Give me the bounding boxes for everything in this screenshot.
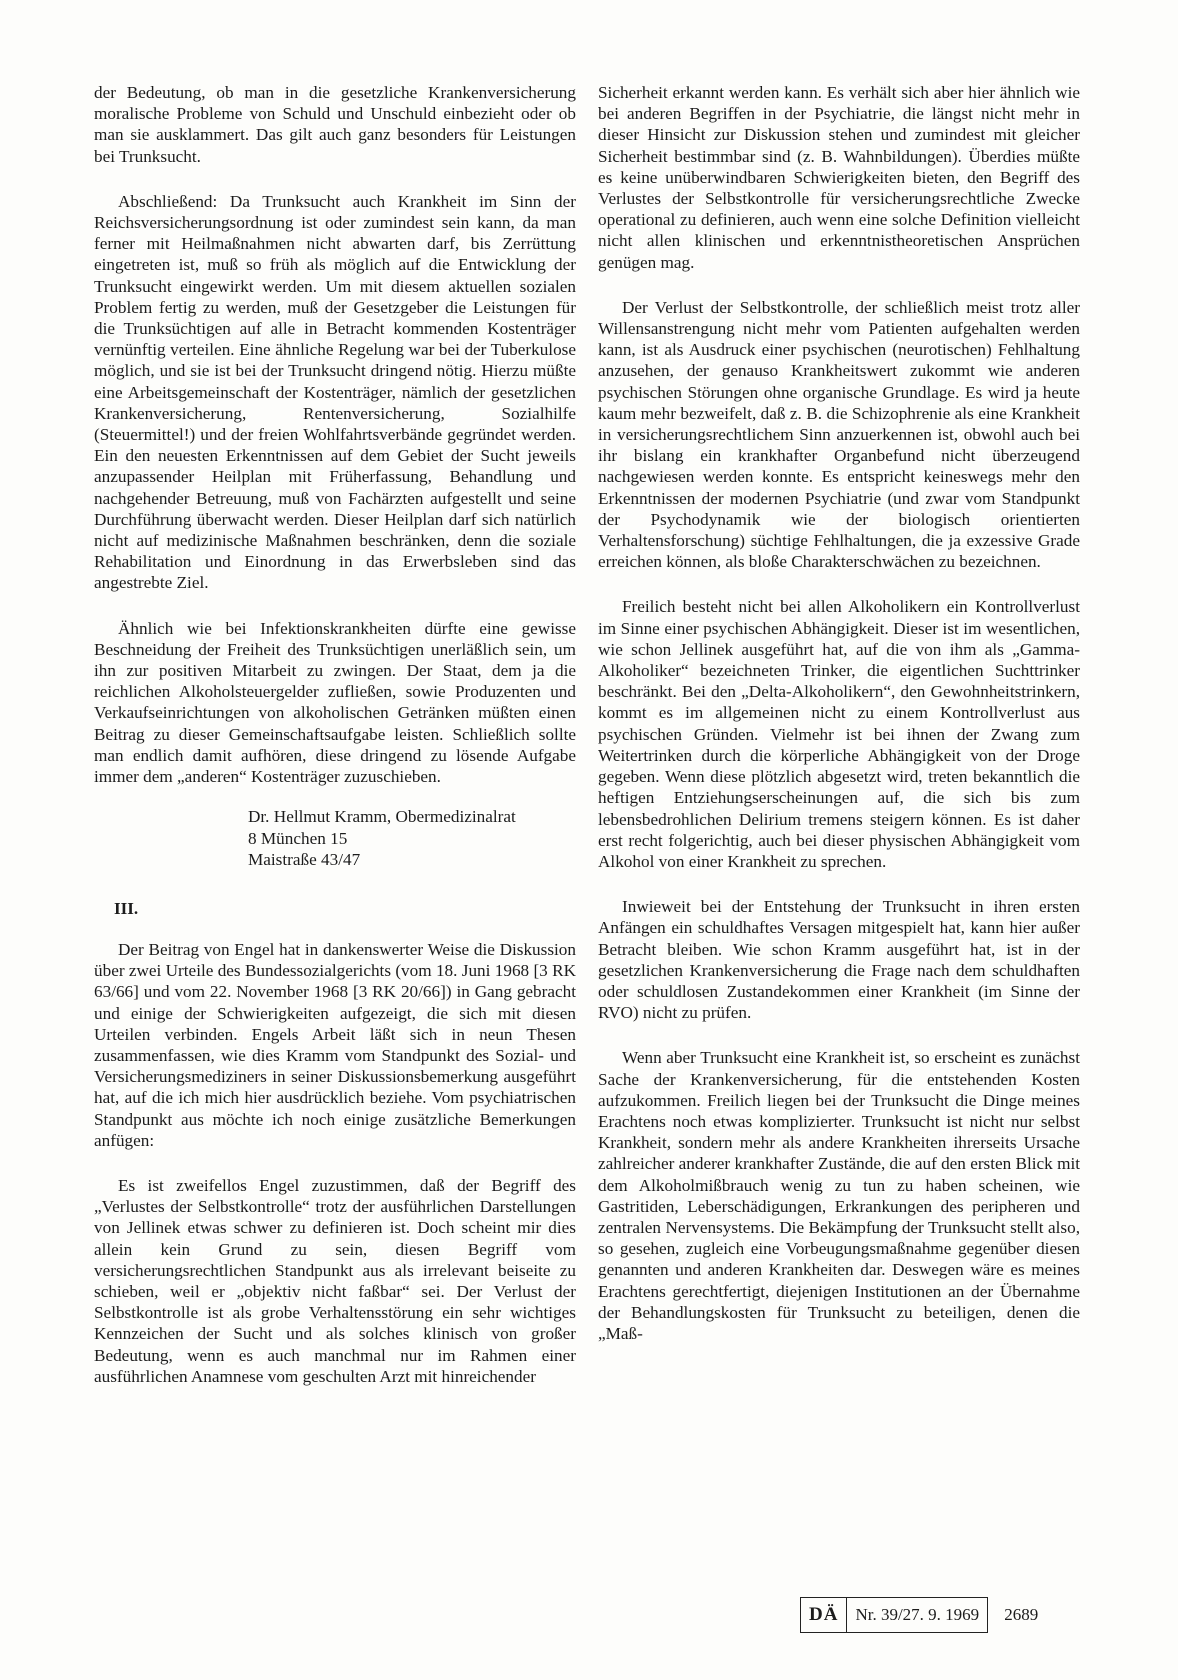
journal-issue-box [800,1597,988,1633]
section-heading: III. [114,898,139,918]
paragraph: Ähnlich wie bei Infektionskrankheiten dürfte eine gewisse Beschneidung der Freiheit des Trunksüchtigen unerläßlich sein, um ihn zur positiven Mitarbeit zu zwingen. Der Staat, dem ja die reichlichen Alkoholsteuergelder zufließen, sowie Produzenten und Verkaufseinrichtungen von alkoholischen Getränken müßten einen Beitrag zu dieser Gemeinschaftsaufgabe leisten. Schließlich sollte man endlich damit aufhören, diese dringend zu lösende Aufgabe immer dem „anderen“ Kostenträger zuzuschieben. [94,618,576,787]
page-footer [800,1597,1038,1633]
paragraph: Abschließend: Da Trunksucht auch Krankheit im Sinn der Reichsversicherungsordnung ist oder zumindest sein kann, da man ferner mit Heilmaßnahmen nicht abwarten darf, bis Zerrüttung eingetreten ist, muß so früh als möglich auf die Entwicklung der Trunksucht eingewirkt werden. Um mit diesem aktuellen sozialen Problem fertig zu werden, muß der Gesetzgeber die Leistungen für die Trunksüchtigen auf alle in Betracht kommenden Kostenträger vernünftig verteilen. Eine ähnliche Regelung war bei der Tuberkulose möglich, und sie ist bei der Trunksucht dringend nötig. Hierzu müßte eine Arbeitsgemeinschaft der Kostenträger, nämlich der gesetzlichen Krankenversicherung, Rentenversicherung, Sozialhilfe (Steuermittel!) und der freien Wohlfahrtsverbände gegründet werden. Ein den neuesten Erkenntnissen auf dem Gebiet der Sucht jeweils anzupassender Heilplan mit Früherfassung, Behandlung und nachgehender Betreuung, muß von Fachärzten aufgestellt und seine Durchführung überwacht werden. Dieser Heilplan darf sich natürlich nicht auf medizinische Maßnahmen beschränken, denn die soziale Rehabilitation und Einordnung in das Erwerbsleben sind das angestrebte Ziel. [94,191,576,593]
author-signature-block [248,806,576,870]
paragraph: Der Beitrag von Engel hat in dankenswerter Weise die Diskussion über zwei Urteile des Bundessozialgerichts (vom 18. Juni 1968 [3 RK 63/66] und vom 22. November 1968 [3 RK 20/66]) in Gang gebracht und einige der Schwierigkeiten aufgezeigt, die sich mit diesen Urteilen verbinden. Engels Arbeit läßt sich in neun Thesen zusammenfassen, wie dies Kramm vom Standpunkt des Sozial- und Versicherungsmediziners in seiner Diskussionsbemerkung ausgeführt hat, auf die ich mich hier ausdrücklich beziehe. Vom psychiatrischen Standpunkt aus möchte ich noch einige zusätzliche Bemerkungen anfügen: [94,939,576,1150]
paragraph: Der Verlust der Selbstkontrolle, der schließlich meist trotz aller Willensanstrengung nicht mehr vom Patienten aufgehalten werden kann, ist als Ausdruck einer psychischen (neurotischen) Fehlhaltung anzusehen, der genauso Krankheitswert zukommt wie anderen psychischen Störungen ohne organische Grundlage. Es wird ja heute kaum mehr bezweifelt, daß z. B. die Schizophrenie als eine Krankheit in versicherungsrechtlichem Sinn anzuerkennen ist, obwohl auch bei ihr bislang ein krankhafter Organbefund nicht überzeugend nachgewiesen werden konnte. Es entspricht keineswegs mehr den Erkenntnissen der modernen Psychiatrie (und zwar vom Standpunkt der Psychodynamik wie der biologisch orientierten Verhaltensforschung) süchtige Fehlhaltungen, die ja exzessive Grade erreichen können, als bloße Charakterschwächen zu bezeichnen. [598,297,1080,572]
right-column [598,82,1080,1344]
paragraph: der Bedeutung, ob man in die gesetzliche Krankenversicherung moralische Probleme von Schuld und Unschuld einbezieht oder ob man sie ausklammert. Das gilt auch ganz besonders für Leistungen bei Trunksucht. [94,83,576,166]
paragraph: Sicherheit erkannt werden kann. Es verhält sich aber hier ähnlich wie bei anderen Begriffen in der Psychiatrie, die längst nicht mehr in dieser Hinsicht zur Diskussion stehen und zumindest mit gleicher Sicherheit bestimmbar sind (z. B. Wahnbildungen). Überdies müßte es keine unüberwindbaren Schwierigkeiten bieten, den Begriff des Verlustes der Selbstkontrolle für versicherungsrechtliche Zwecke operational zu definieren, auch wenn eine solche Definition vielleicht nicht allen klinischen und erkenntnistheoretischen Ansprüchen genügen mag. [598,83,1080,272]
author-city: 8 München 15 [248,828,348,848]
issue-number: Nr. 39/27. 9. 1969 [855,1605,980,1624]
author-name: Dr. Hellmut Kramm, Obermedizinalrat [248,807,516,827]
paragraph: Es ist zweifellos Engel zuzustimmen, daß der Begriff des „Verlustes der Selbstkontrolle“ trotz der ausführlichen Darstellungen von Jellinek etwas schwer zu definieren ist. Doch scheint mir dies allein kein Grund zu sein, diesen Begriff vom versicherungsrechtlichen Standpunkt aus als irrelevant beiseite zu schieben, weil er „objektiv nicht faßbar“ sei. Der Verlust der Selbstkontrolle ist als grobe Verhaltensstörung ein sehr wichtiges Kennzeichen der Sucht und als solches klinisch von großer Bedeutung, wenn es auch manchmal nur im Rahmen einer ausführlichen Anamnese vom geschulten Arzt mit hinreichender [94,1175,576,1386]
journal-logo: DÄ [801,1598,847,1632]
page-number: 2689 [1004,1605,1039,1624]
paragraph: Wenn aber Trunksucht eine Krankheit ist, so erscheint es zunächst Sache der Krankenversicherung, für die entstehenden Kosten aufzukommen. Freilich liegen bei der Trunksucht die Dinge meines Erachtens noch etwas komplizierter. Trunksucht ist nicht nur selbst Krankheit, sondern mehr als andere Krankheiten ihrerseits Ursache zahlreicher anderer krankhafter Zustände, die auf den ersten Blick mit dem Alkoholmißbrauch wenig zu tun zu haben scheinen, wie Gastritiden, Leberschädigungen, Erkrankungen des peripheren und zentralen Nervensystems. Die Bekämpfung der Trunksucht stellt also, so gesehen, zugleich eine Vorbeugungsmaßnahme gegenüber diesen genannten und anderen Krankheiten dar. Deswegen wäre es meines Erachtens gerechtfertigt, diejenigen Institutionen an der Übernahme der Behandlungskosten für Trunksucht zu beteiligen, denen die „Maß- [598,1048,1080,1343]
paragraph: Freilich besteht nicht bei allen Alkoholikern ein Kontrollverlust im Sinne einer psychischen Abhängigkeit. Dieser ist im wesentlichen, wie schon Jellinek ausgeführt hat, auf die von ihm als „Gamma-Alkoholiker“ bezeichneten Trinker, die eigentlichen Suchttrinker beschränkt. Bei den „Delta-Alkoholikern“, den Gewohnheitstrinkern, kommt es im allgemeinen nicht zu einem Kontrollverlust aus psychischen Gründen. Vielmehr ist bei ihnen der Zwang zum Weitertrinken durch die körperliche Abhängigkeit von der Droge gegeben. Wenn diese plötzlich abgesetzt wird, treten bekanntlich die heftigen Entziehungserscheinungen auf, die sich bis zum lebensbedrohlichen Delirium tremens steigern können. Es ist daher erst recht folgerichtig, auch bei dieser physischen Abhängigkeit vom Alkohol von einer Krankheit zu sprechen. [598,597,1080,871]
left-column [94,82,576,1387]
paragraph: Inwieweit bei der Entstehung der Trunksucht in ihren ersten Anfängen ein schuldhaftes Versagen mitgespielt hat, kann hier außer Betracht bleiben. Wie schon Kramm ausgeführt hat, ist in der gesetzlichen Krankenversicherung die Frage nach dem schuldhaften oder schuldlosen Zustandekommen einer Krankheit (im Sinne der RVO) nicht zu prüfen. [598,897,1080,1023]
author-street: Maistraße 43/47 [248,849,361,869]
